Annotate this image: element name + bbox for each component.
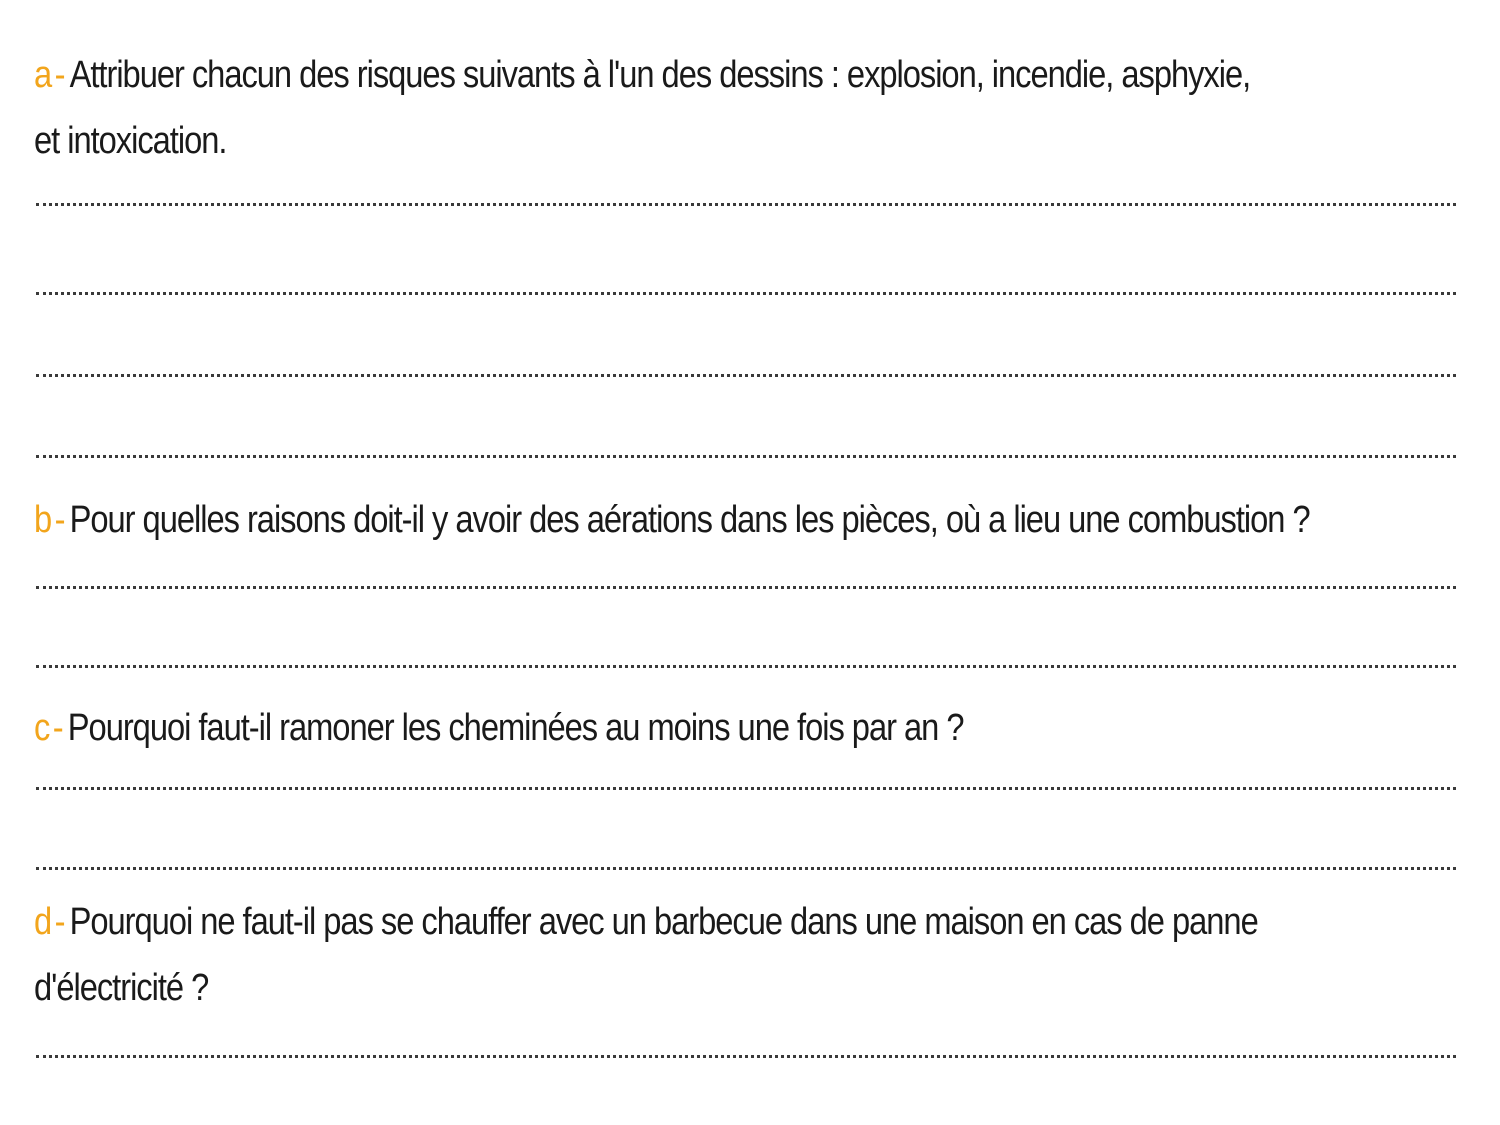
question-b-line-1 <box>34 487 1310 553</box>
answer-line-b-1[interactable] <box>36 586 1456 589</box>
question-c-text: Pourquoi faut-il ramoner les cheminées au moins une fois par an ? <box>67 707 964 749</box>
question-a-line-2: et intoxication. <box>34 120 227 162</box>
question-c-line-1 <box>34 695 1255 761</box>
question-d <box>34 889 1258 1021</box>
question-b-letter: b <box>34 499 52 541</box>
question-c-letter: c <box>34 707 50 749</box>
answer-line-c-1[interactable] <box>36 787 1456 790</box>
question-c-separator: - <box>52 707 63 749</box>
answer-line-a-4[interactable] <box>36 455 1456 458</box>
question-d-line-1 <box>34 889 1258 955</box>
question-b-text: Pour quelles raisons doit-il y avoir des aérations dans les pièces, où a lieu une combustion ? <box>69 499 1310 541</box>
answer-line-a-1[interactable] <box>36 203 1456 206</box>
question-a-letter: a <box>34 54 52 96</box>
question-a-text: Attribuer chacun des risques suivants à l'un des dessins : explosion, incendie, asphyxie, <box>69 54 1251 96</box>
question-d-separator: - <box>54 901 65 943</box>
question-d-text: Pourquoi ne faut-il pas se chauffer avec un barbecue dans une maison en cas de panne <box>69 901 1258 943</box>
answer-line-c-2[interactable] <box>36 867 1456 870</box>
question-c <box>34 695 1255 761</box>
answer-line-a-3[interactable] <box>36 374 1456 377</box>
question-a-separator: - <box>54 54 65 96</box>
answer-line-b-2[interactable] <box>36 665 1456 668</box>
answer-line-d-1[interactable] <box>36 1055 1456 1058</box>
question-a-line-1 <box>34 42 1255 108</box>
question-d-line-2: d'électricité ? <box>34 967 209 1009</box>
question-b <box>34 487 1310 553</box>
question-a <box>34 42 1255 174</box>
answer-line-a-2[interactable] <box>36 292 1456 295</box>
question-b-separator: - <box>54 499 65 541</box>
question-d-letter: d <box>34 901 52 943</box>
